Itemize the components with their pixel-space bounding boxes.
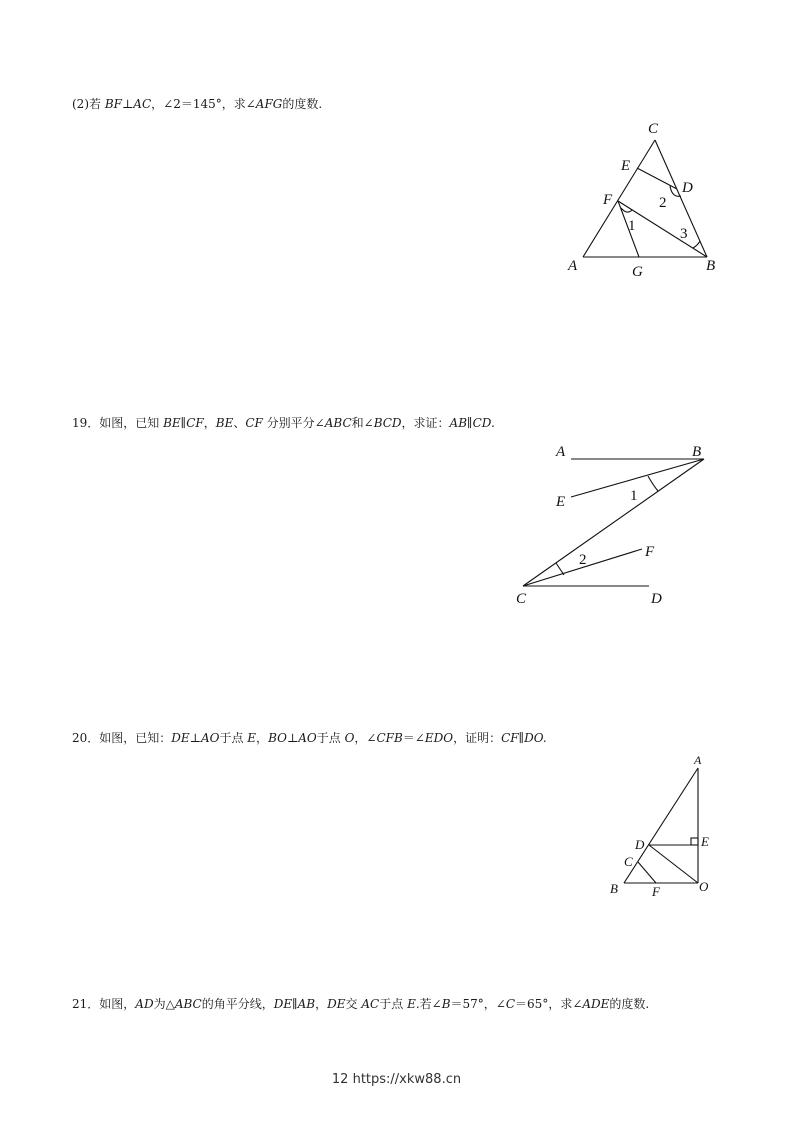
segment-cf [638,862,656,883]
q18-segment-ac: AC [133,97,152,111]
q21-text-4: 交 [345,997,362,1011]
q19-be-parallel-cf: BE∥CF [163,416,204,430]
q21-segment-de: DE [327,997,346,1011]
q21-segment-ad: AD [135,997,154,1011]
label-a: A [694,753,702,767]
label-e: E [556,494,566,510]
label-angle-3: 3 [680,226,688,242]
q21-text-9: 的度数. [609,997,650,1011]
label-angle-2: 2 [579,552,587,568]
q21-angle-c: C [505,997,516,1011]
q19-angle-abc: ABC [324,416,352,430]
q19-text-and: 和∠ [351,416,374,430]
q20-point-o: O [344,731,355,745]
q20-text-prove: ，证明： [453,731,502,745]
label-c: C [624,854,633,869]
q20-text-2: 于点 [316,731,345,745]
figure-z-shape [510,438,710,610]
q21-segment-ac: AC [361,997,380,1011]
q20-sep: ， [256,731,269,745]
q20-angle-cfb: CFB [376,731,403,745]
segment-bc [523,459,704,586]
q19-sep2: 、 [233,416,246,430]
arc-angle-3 [693,241,700,248]
q19-text-mid: 分别平分∠ [262,416,325,430]
label-o: O [699,879,709,894]
question-20 [72,730,547,746]
segment-ab [624,768,698,883]
q18-text: (2)若 [72,97,105,111]
label-c: C [648,121,659,137]
q20-angle-edo: EDO [424,731,454,745]
q21-text-2: 的角平分线， [201,997,274,1011]
q18-angle-afg: AFG [255,97,283,111]
label-e: E [701,834,709,849]
q21-text-3: ， [315,997,328,1011]
right-angle-mark [691,838,698,845]
label-f: F [603,192,613,208]
label-b: B [610,881,618,896]
label-d: D [651,591,662,607]
q21-text-7: ＝57°，∠ [450,997,506,1011]
q19-angle-bcd: BCD [373,416,402,430]
page-footer: 12 https://xkw88.cn [331,1072,462,1087]
q21-triangle-abc: ABC [174,997,202,1011]
label-f: F [645,544,655,560]
label-angle-1: 1 [630,488,638,504]
label-d: D [635,837,645,852]
question-21 [72,996,649,1012]
q21-point-e: E. [407,997,420,1011]
label-angle-1: 1 [628,218,636,234]
q18-text-mid: ，∠2＝145°，求∠ [151,97,256,111]
label-c: C [516,591,527,607]
label-a: A [568,258,578,274]
segment-do [649,845,698,883]
q19-segment-cf: CF [245,416,263,430]
q21-text-1: 为△ [153,997,175,1011]
q19-segment-be: BE [215,416,234,430]
q20-de-perp-ao: DE⊥AO [171,731,220,745]
q21-text: 21．如图， [72,997,136,1011]
label-a: A [556,444,566,460]
label-b: B [692,444,702,460]
q20-cf-parallel-do: CF∥DO. [501,731,547,745]
q18-perp-symbol: ⊥ [121,97,134,111]
question-19 [72,415,495,431]
q19-ab-parallel-cd: AB∥CD. [449,416,495,430]
label-angle-2: 2 [659,195,667,211]
q19-sep: ， [203,416,216,430]
q18-text-suffix: 的度数. [282,97,323,111]
label-g: G [632,264,643,280]
q21-text-5: 于点 [379,997,408,1011]
q20-point-e: E [247,731,257,745]
label-b: B [706,258,716,274]
label-e: E [621,158,631,174]
figure-triangle-abc [560,118,730,283]
q21-de-parallel-ab: DE∥AB [273,997,316,1011]
figure-right-triangle-abo [603,750,723,900]
q19-text-prove: ，求证： [401,416,450,430]
q19-text: 19．如图，已知 [72,416,164,430]
segment-ac [583,140,655,257]
question-18-part-2 [72,96,322,112]
q18-segment-bf: BF [104,97,122,111]
q20-bo-perp-ao: BO⊥AO [268,731,317,745]
segment-ed [637,168,677,189]
arc-angle-2 [556,563,564,575]
q21-text-6: 若∠ [419,997,442,1011]
q21-angle-ade: ADE [582,997,610,1011]
label-f: F [652,884,660,899]
q20-text: 20．如图，已知： [72,731,172,745]
arc-angle-1 [648,476,658,491]
q21-angle-b: B [441,997,451,1011]
q20-text-eq: ＝∠ [402,731,425,745]
q21-text-8: ＝65°，求∠ [515,997,583,1011]
segment-be [571,459,704,497]
q20-text-1: 于点 [219,731,248,745]
q20-text-3: ，∠ [354,731,377,745]
label-d: D [682,180,693,196]
